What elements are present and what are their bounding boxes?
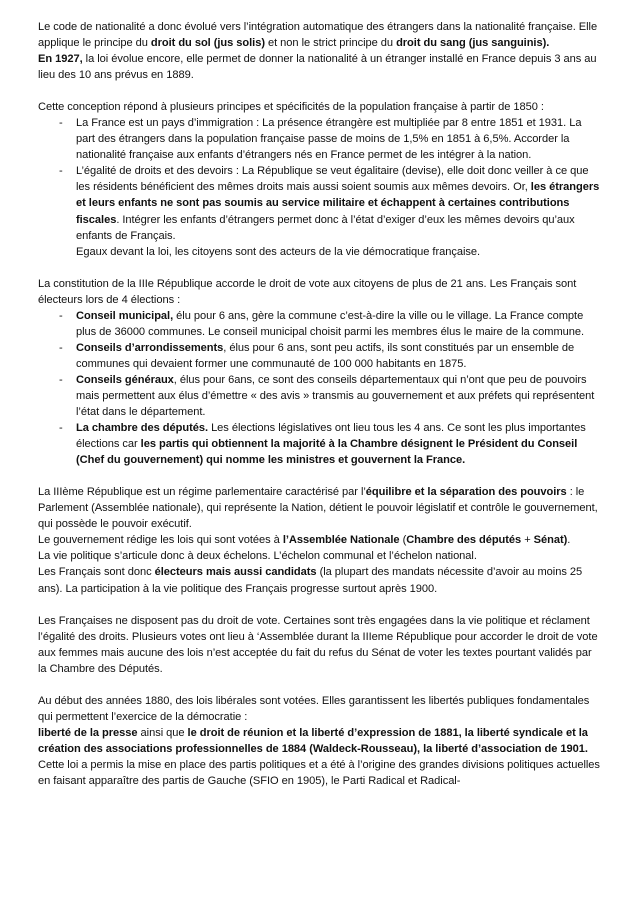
paragraph-gap [38,83,603,99]
bullet-dash: - [59,373,63,386]
paragraph-gap [38,677,603,693]
list-item-immigration: - La France est un pays d’immigration : La présence étrangère est multipliée par 8 entre 1851 et 1931. La part des étrangers dans la population française passe de moins de 1,5% en 1851 à 6,5%. Accorder la nationalité française aux enfants d’étrangers nés en France permet de les intégrer à la nation. [59,117,582,162]
paragraph-gap [38,597,603,613]
paragraph-government-laws: Le gouvernement rédige les lois qui sont votées à l’Assemblée Nationale (Chambre des députés + Sénat). [38,534,571,547]
paragraph-women-vote: Les Françaises ne disposent pas du droit de vote. Certaines sont très engagées dans la vie politique et réclament l’égalité des droits. Plusieurs votes ont lieu à ‘Assemblée durant la IIIeme République pour accorder le droit de vote aux femmes mais aucune des lois n’est acceptée du fait du refus du Sénat de voter les textes pourtant validés par la Chambre des Députés. [38,614,598,675]
bullet-dash: - [59,309,63,322]
list-item-equality-continuation: Egaux devant la loi, les citoyens sont des acteurs de la vie démocratique française. [76,245,481,258]
paragraph-conception-intro: Cette conception répond à plusieurs principes et spécificités de la population française à partir de 1850 : [38,101,544,114]
list-item-equality: - L’égalité de droits et des devoirs : La République se veut égalitaire (devise), elle doit donc veiller à ce que les résidents bénéficient des mêmes droits mais aussi soient soumis aux mêmes devoirs. Or, les étrangers et leurs enfants ne sont pas soumis au service militaire et échappent à certaines contributions fiscales. Intégrer les enfants d’étrangers permet donc à l’état d’exiger d’eux les mêmes devoirs qu’aux enfants de Français. [59,165,600,242]
list-item-conseils-generaux: - Conseils généraux, élus pour 6ans, ce sont des conseils départementaux qui n’ont que peu de pouvoirs mais permettent aux élus d’émettre « des avis » transmis au gouvernement et aux préfets qui représentent l’état dans le département. [59,373,595,419]
bullet-dash: - [59,165,63,178]
list-item-chambre-deputes: - La chambre des députés. Les élections législatives ont lieu tous les 4 ans. Ce sont les plus importantes élections car les partis qui obtiennent la majorité à la Chambre désignent le Président du Conseil (Chef du gouvernement) qui nomme les ministres et gouvernent la France. [59,422,586,467]
paragraph-gap [38,260,603,276]
paragraph-third-republic-vote: La constitution de la IIIe République accorde le droit de vote aux citoyens de plus de 21 ans. Les Français sont électeurs lors de 4 élections : [38,277,577,306]
bullet-dash: - [59,341,63,354]
bullet-dash: - [59,117,63,130]
list-item-conseils-arrondissements: - Conseils d’arrondissements, élus pour 6 ans, sont peu actifs, ils sont constitués par un ensemble de communes qui devaient former une communauté de 100 000 habitants en 1875. [59,341,575,370]
paragraph-1927-law: En 1927, la loi évolue encore, elle permet de donner la nationalité à un étranger installé en France depuis 3 ans au lieu des 10 ans prévus en 1889. [38,53,597,82]
paragraph-two-levels: La vie politique s’articule donc à deux échelons. L’échelon communal et l’échelon national. [38,550,477,563]
paragraph-liberal-laws: Au début des années 1880, des lois libérales sont votées. Elles garantissent les libertés publiques fondamentales qui permettent l’exercice de la démocratie : [38,694,590,723]
paragraph-freedoms: liberté de la presse ainsi que le droit de réunion et la liberté d’expression de 1881, la liberté syndicale et la création des associations professionnelles de 1884 (Waldeck-Rousseau), la liberté d’association de 1901. Cette loi a permis la mise en place des partis politiques et a été à l’origine des grandes divisions politiques actuelles en faisant apparaître des partis de Gauche (SFIO en 1905), le Parti Radical et Radical- [38,726,600,787]
paragraph-parliamentary-regime: La IIIème République est un régime parlementaire caractérisé par l’équilibre et la séparation des pouvoirs : le Parlement (Assemblée nationale), qui représente la Nation, détient le pouvoir législatif et contrôle le gouvernement, qui possède le pouvoir exécutif. [38,486,598,531]
paragraph-electors-candidates: Les Français sont donc électeurs mais aussi candidats (la plupart des mandats nécessite d’avoir au moins 25 ans). La participation à la vie politique des Français progresse surtout après 1900. [38,566,583,595]
paragraph-gap [38,468,603,484]
bullet-dash: - [59,422,63,435]
document-page [38,0,603,789]
list-item-conseil-municipal: - Conseil municipal, élu pour 6 ans, gère la commune c’est-à-dire la ville ou le village. La France compte plus de 36000 communes. Le conseil municipal choisit parmi les membres élus le maire de la commune. [59,309,585,338]
paragraph-nationality-code: Le code de nationalité a donc évolué vers l’intégration automatique des étrangers dans la nationalité française. Elle applique le principe du droit du sol (jus solis) et non le strict principe du droit du sang (jus sanguinis). [38,21,598,50]
